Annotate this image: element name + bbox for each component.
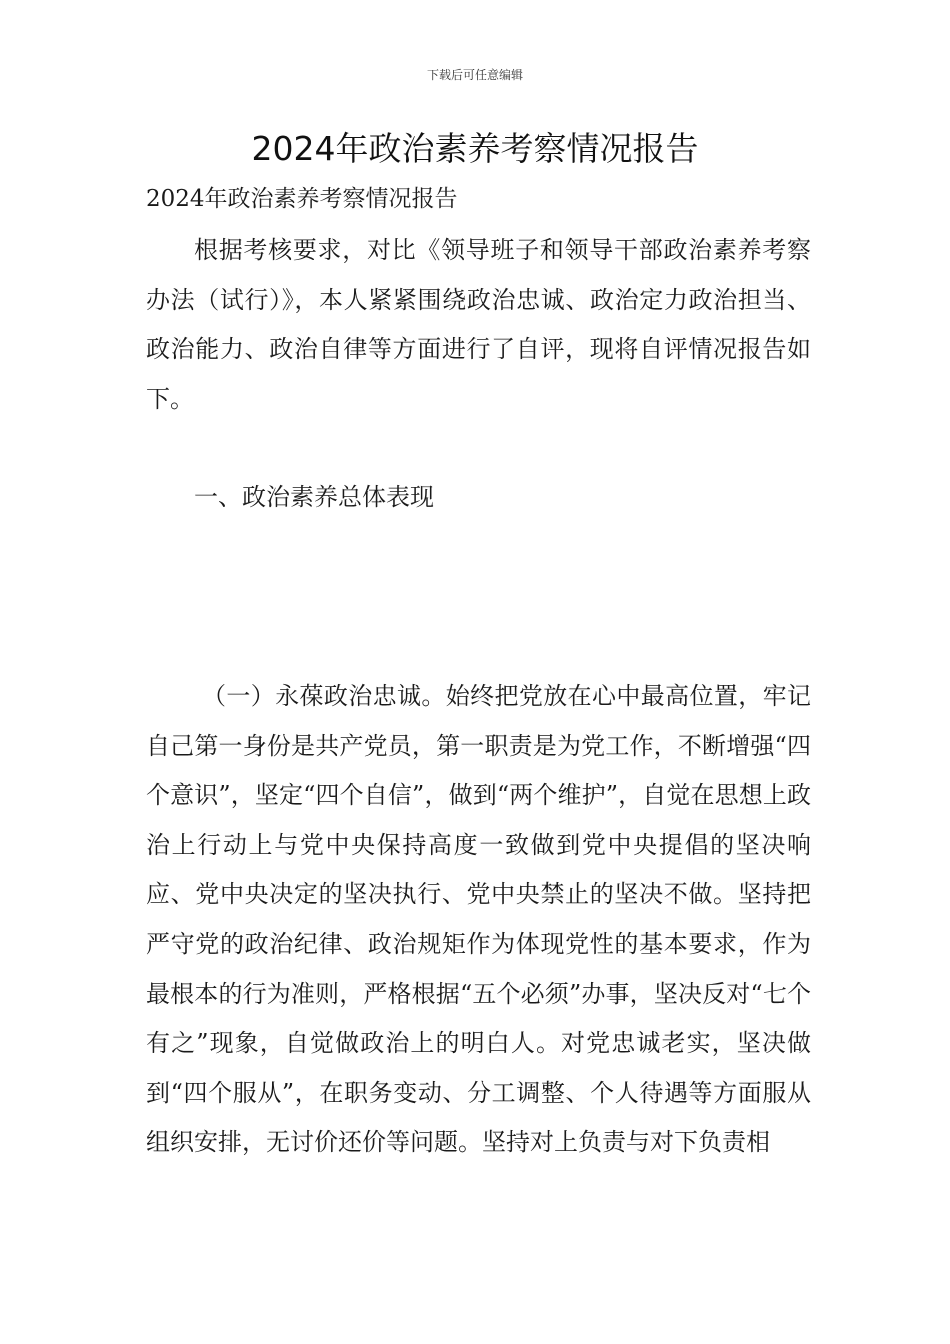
loyalty-paragraph: （一）永葆政治忠诚。始终把党放在心中最高位置，牢记自己第一身份是共产党员，第一职责是为党工作，不断增强“四个意识”，坚定“四个自信”，做到“两个维护”，自觉在思想上政治上行动上与党中央保持高度一致做到党中央提倡的坚决响应、党中央决定的坚决执行、党中央禁止的坚决不做。坚持把严守党的政治纪律、政治规矩作为体现党性的基本要求，作为最根本的行为准则，严格根据“五个必须”办事，坚决反对“七个有之”现象，自觉做政治上的明白人。对党忠诚老实，坚决做到“四个服从”，在职务变动、分工调整、个人待遇等方面服从组织安排，无讨价还价等问题。坚持对上负责与对下负责相 — [146, 682, 811, 1157]
document-subtitle: 2024年政治素养考察情况报告 — [146, 186, 458, 212]
section-heading: 一、政治素养总体表现 — [194, 483, 434, 511]
header-note: 下载后可任意编辑 — [426, 68, 523, 82]
document-title: 2024年政治素养考察情况报告 — [251, 129, 699, 168]
intro-paragraph: 根据考核要求，对比《领导班子和领导干部政治素养考察办法（试行）》，本人紧紧围绕政治忠诚、政治定力政治担当、政治能力、政治自律等方面进行了自评，现将自评情况报告如下。 — [146, 236, 811, 413]
